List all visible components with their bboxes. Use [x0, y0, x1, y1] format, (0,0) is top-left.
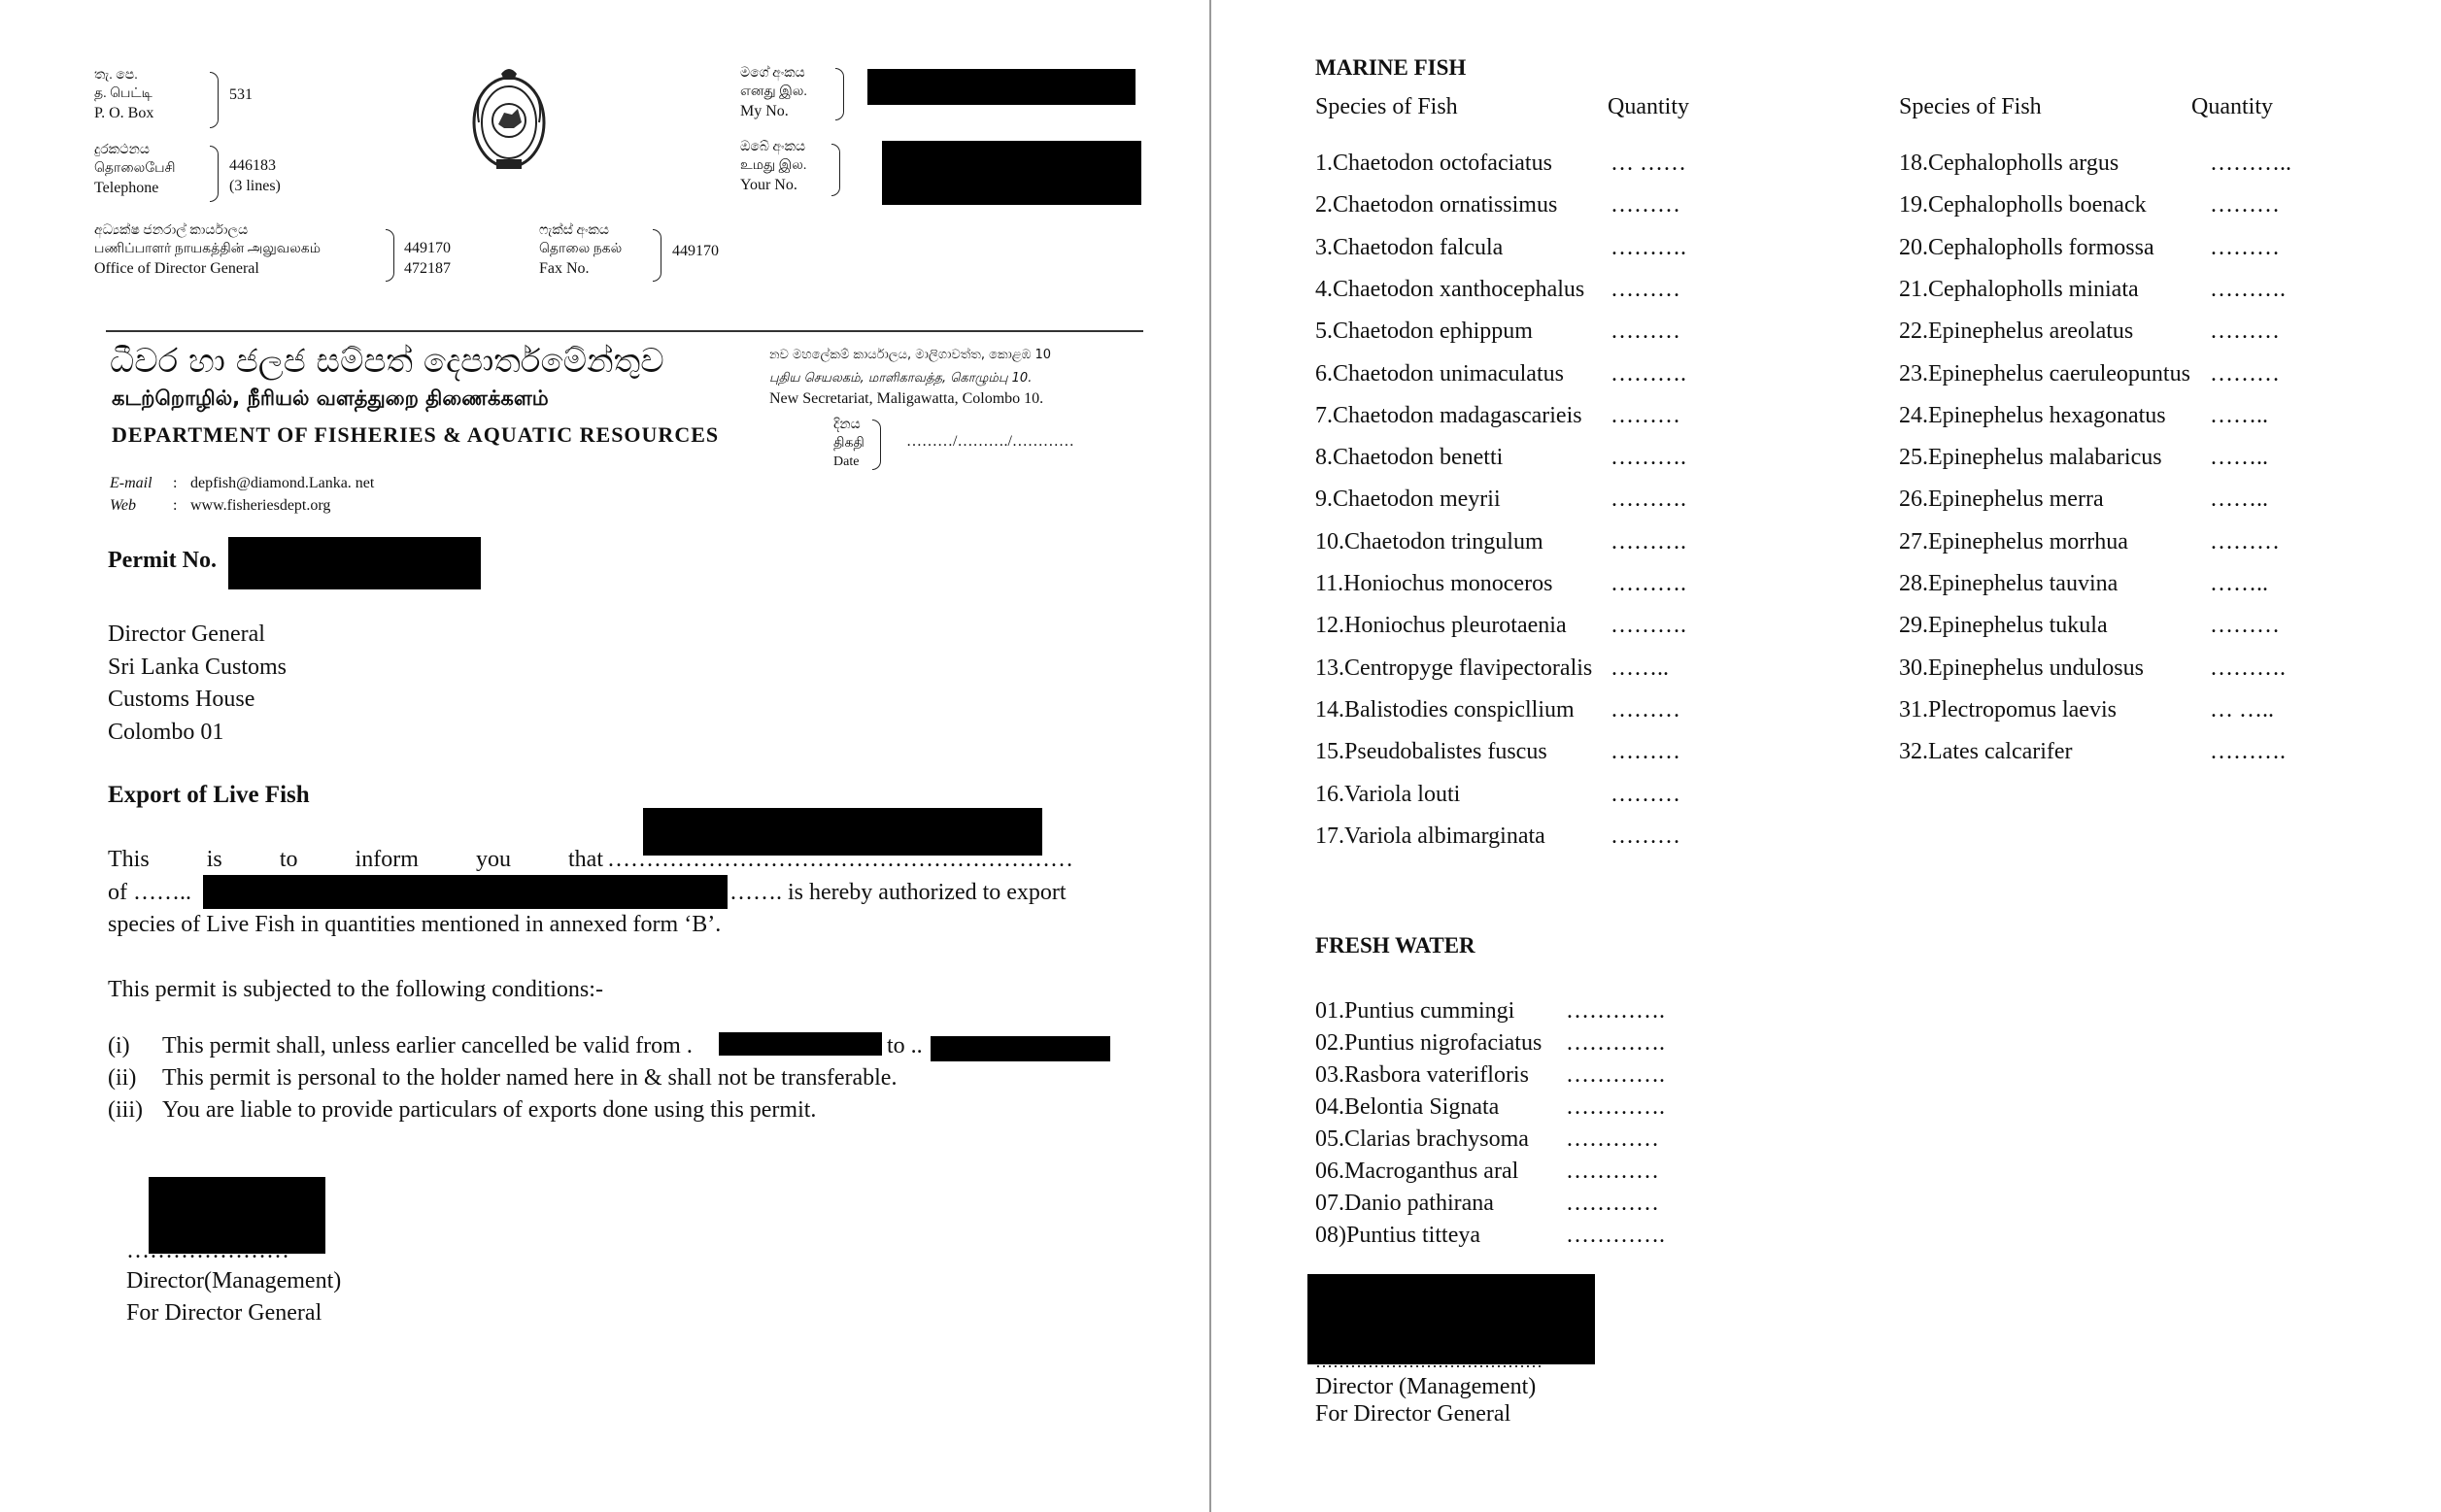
species-name: 24.Epinephelus hexagonatus [1899, 402, 2166, 428]
species-row [1315, 1189, 1659, 1218]
quantity-dots: ……… [1610, 739, 1680, 765]
species-name: 32.Lates calcarifer [1899, 739, 2073, 765]
quantity-dots: ……….. [2210, 151, 2291, 176]
condition-text: This permit is personal to the holder named here in & shall not be transferable. [162, 1065, 898, 1091]
species-name: 23.Epinephelus caeruleopuntus [1899, 360, 2190, 386]
species-name: 22.Epinephelus areolatus [1899, 319, 2134, 345]
marine-col-species-right: Species of Fish [1899, 94, 2042, 119]
species-row [1315, 485, 1686, 514]
body-word: is [206, 847, 222, 872]
quantity-dots: … …… [1610, 151, 1686, 176]
species-row [1899, 359, 2280, 388]
my-no-labels [740, 64, 807, 121]
brace [386, 229, 394, 282]
quantity-dots: ……… [1610, 192, 1680, 218]
quantity-dots: …………. [1566, 998, 1665, 1024]
quantity-dots: ………… [1566, 1159, 1659, 1184]
species-name: 19.Cephalopholls boenack [1899, 192, 2147, 218]
marine-col-quantity-left: Quantity [1608, 94, 1689, 119]
fax-value: 449170 [672, 243, 719, 259]
species-row [1315, 654, 1669, 683]
redacted-permit-no [228, 537, 481, 589]
species-name: 18.Cephalopholls argus [1899, 151, 2119, 176]
signature-dots: ………………… [126, 1238, 289, 1263]
quantity-dots: …………. [1566, 1030, 1665, 1056]
brace [835, 68, 844, 120]
office-phone-2: 472187 [404, 260, 451, 277]
species-row [1315, 822, 1680, 851]
quantity-dots: …….. [2210, 571, 2268, 596]
condition-text: You are liable to provide particulars of exports done using this permit. [162, 1097, 817, 1123]
pobox-label-ta: த. பெட்டி [94, 86, 153, 101]
species-row [1315, 695, 1680, 724]
quantity-dots: ………… [1566, 1191, 1659, 1216]
recipient-line: Sri Lanka Customs [108, 654, 287, 680]
species-row [1315, 780, 1680, 809]
species-row [1315, 569, 1686, 598]
species-row [1315, 1221, 1665, 1250]
quantity-dots: ……… [2210, 528, 2280, 554]
species-name: 06.Macroganthus aral [1315, 1159, 1519, 1184]
my-no-label-si: මගේ අංකය [740, 66, 805, 81]
species-name: 17.Variola albimarginata [1315, 823, 1545, 849]
telephone-note: (3 lines) [229, 178, 281, 194]
brace [831, 144, 840, 196]
species-name: 03.Rasbora vateriflorіs [1315, 1062, 1529, 1088]
condition-number: (i) [108, 1033, 130, 1058]
telephone-label-ta: தொலைபேசி [94, 161, 176, 176]
species-row [1899, 569, 2268, 598]
telephone-number: 446183 [229, 157, 276, 174]
email-colon: : [173, 475, 178, 491]
species-row [1315, 1125, 1659, 1154]
species-row [1315, 233, 1686, 262]
telephone-labels [94, 141, 176, 198]
brace [210, 146, 219, 202]
quantity-dots: ………. [1610, 487, 1686, 513]
your-no-label-en: Your No. [740, 177, 797, 193]
species-row [1315, 359, 1686, 388]
species-row [1899, 401, 2268, 430]
permit-label: Permit No. [108, 548, 217, 573]
redacted-address [203, 875, 728, 909]
species-row [1315, 401, 1680, 430]
marine-col-species-left: Species of Fish [1315, 94, 1458, 119]
my-no-label-ta: எனது இல. [740, 84, 807, 99]
species-name: 21.Cephalopholls miniata [1899, 276, 2139, 302]
quantity-dots: ……… [2210, 234, 2280, 260]
recipient-address [108, 619, 287, 749]
web-colon: : [173, 497, 178, 514]
office-labels [94, 221, 321, 279]
species-name: 07.Danio pathirana [1315, 1191, 1494, 1216]
species-name: 27.Epinephelus morrhua [1899, 528, 2128, 554]
species-row [1315, 317, 1680, 346]
species-row [1899, 149, 2291, 178]
redacted-valid-from [719, 1032, 882, 1056]
conditions-intro: This permit is subjected to the following conditions:- [108, 977, 603, 1002]
species-row [1899, 611, 2280, 640]
body-word: inform [355, 847, 419, 872]
species-row [1315, 190, 1680, 219]
fresh-title: FRESH WATER [1315, 933, 1475, 958]
body-line-2-start: of …….. [108, 880, 191, 905]
telephone-label-si: දුරකථනය [94, 143, 150, 157]
species-row [1315, 275, 1680, 304]
quantity-dots: ………. [1610, 571, 1686, 596]
species-name: 9.Chaetodon meyrii [1315, 487, 1501, 513]
species-name: 10.Chaetodon tringulum [1315, 528, 1543, 554]
quantity-dots: ……… [2210, 360, 2280, 386]
quantity-dots: ……… [1610, 402, 1680, 428]
species-name: 6.Chaetodon unimaculatus [1315, 360, 1564, 386]
condition-item [108, 1031, 693, 1060]
species-row [1315, 1060, 1665, 1090]
species-name: 12.Honiochus pleurotaenia [1315, 613, 1567, 639]
email-label: E-mail [110, 475, 153, 491]
recipient-line: Colombo 01 [108, 719, 224, 745]
date-label-ta: திகதி [833, 436, 865, 451]
species-name: 31.Plectropomus laevis [1899, 696, 2117, 722]
species-name: 13.Centropyge flavipectoralis [1315, 655, 1593, 681]
species-row [1899, 485, 2268, 514]
quantity-dots: …………. [1566, 1223, 1665, 1248]
marine-col-quantity-right: Quantity [2191, 94, 2273, 119]
species-row [1315, 611, 1686, 640]
quantity-dots: … ….. [2210, 696, 2274, 722]
species-row [1315, 996, 1665, 1025]
species-name: 2.Chaetodon ornatissimus [1315, 192, 1558, 218]
species-name: 05.Clarias brachysoma [1315, 1126, 1529, 1152]
signature-for: For Director General [126, 1300, 322, 1326]
telephone-label-en: Telephone [94, 180, 159, 196]
body-word: that [568, 847, 603, 872]
body-word: This [108, 847, 150, 872]
quantity-dots: …….. [2210, 402, 2268, 428]
species-name: 08)Puntius titteya [1315, 1223, 1480, 1248]
body-line-3: species of Live Fish in quantities mentioned in annexed form ‘B’. [108, 912, 722, 937]
address-si: නව මහලේකම් කාර්යාලය, මාලිගාවත්ත, කොළඹ 10 [769, 348, 1052, 362]
dept-name-si: ධීවර හා ජලජ සම්පත් දෙපාර්තමේන්තුව [110, 342, 664, 381]
species-name: 14.Balistodies conspicllium [1315, 696, 1575, 722]
species-row [1899, 527, 2280, 556]
pobox-labels [94, 66, 153, 123]
species-name: 3.Chaetodon falcula [1315, 234, 1504, 260]
date-label-en: Date [833, 454, 860, 469]
species-name: 20.Cephalopholls formossa [1899, 234, 2154, 260]
your-no-label-si: ඔබේ අංකය [740, 140, 806, 154]
signature-title: Director(Management) [126, 1268, 342, 1294]
condition-to: to .. [887, 1033, 923, 1058]
quantity-dots: ………. [1610, 234, 1686, 260]
annex-signature-dots: ………………………………… [1315, 1352, 1543, 1371]
address-ta: புதிய செயலகம், மாளிகாவத்த, கொழும்பு 10. [769, 371, 1033, 386]
body-word: to [279, 847, 298, 872]
recipient-line: Customs House [108, 687, 255, 712]
quantity-dots: ……… [2210, 192, 2280, 218]
brace [210, 72, 219, 128]
dept-name-en: DEPARTMENT OF FISHERIES & AQUATIC RESOURCES [112, 422, 720, 447]
species-name: 28.Epinephelus tauvina [1899, 571, 2119, 596]
dept-name-ta: கடற்றொழில், நீரியல் வளத்துறை திணைக்களம் [112, 386, 549, 410]
quantity-dots: ………. [1610, 360, 1686, 386]
pobox-label-si: තැ. පෙ. [94, 68, 138, 83]
quantity-dots: ……… [1610, 276, 1680, 302]
body-line-1-dots: …………………………………………………… [607, 847, 1073, 872]
species-name: 30.Epinephelus undulosus [1899, 655, 2144, 681]
web-value: www.fisheriesdept.org [190, 497, 331, 514]
species-row [1315, 737, 1680, 766]
quantity-dots: ……… [1610, 696, 1680, 722]
species-row [1899, 275, 2286, 304]
species-row [1315, 527, 1686, 556]
species-row [1315, 1092, 1665, 1122]
fax-label-en: Fax No. [539, 260, 590, 277]
quantity-dots: ………. [2210, 276, 2286, 302]
condition-number: (iii) [108, 1097, 143, 1123]
quantity-dots: ………. [1610, 613, 1686, 639]
quantity-dots: ……… [2210, 319, 2280, 345]
fax-label-ta: தொலை நகல் [539, 242, 623, 256]
quantity-dots: ………. [1610, 528, 1686, 554]
quantity-dots: …….. [2210, 445, 2268, 471]
species-name: 25.Epinephelus malabaricus [1899, 445, 2162, 471]
species-row [1315, 443, 1686, 472]
species-row [1899, 443, 2268, 472]
species-name: 04.Belontia Signata [1315, 1094, 1500, 1120]
quantity-dots: ………… [1566, 1126, 1659, 1152]
brace [872, 420, 881, 470]
redacted-valid-to [931, 1036, 1110, 1061]
date-value-dots: ………/………./………… [906, 433, 1074, 450]
quantity-dots: ………. [1610, 445, 1686, 471]
species-row [1315, 1157, 1659, 1186]
email-value: depfish@diamond.Lanka. net [190, 475, 375, 491]
body-line-1-words [108, 845, 603, 874]
office-values [404, 238, 451, 279]
your-no-labels [740, 138, 806, 195]
pobox-value: 531 [229, 86, 253, 103]
condition-item [108, 1095, 816, 1125]
subject-heading: Export of Live Fish [108, 782, 310, 808]
office-phone-1: 449170 [404, 240, 451, 256]
species-name: 1.Chaetodon octofaciatus [1315, 151, 1552, 176]
species-name: 7.Chaetodon madagascarieis [1315, 402, 1582, 428]
species-name: 01.Puntius cummingi [1315, 998, 1515, 1024]
your-no-label-ta: உமது இல. [740, 158, 807, 173]
condition-text: This permit shall, unless earlier cancelled be valid from . [162, 1033, 693, 1058]
office-label-si: අධ්‍යක්ෂ ජනරාල් කාර්යාලය [94, 223, 249, 238]
species-row [1899, 654, 2286, 683]
species-row [1899, 233, 2280, 262]
species-row [1899, 317, 2280, 346]
species-name: 8.Chaetodon benetti [1315, 445, 1504, 471]
quantity-dots: ……… [2210, 613, 2280, 639]
quantity-dots: ……… [1610, 319, 1680, 345]
body-word: you [475, 847, 511, 872]
redacted-my-no [867, 69, 1136, 105]
body-line-2-end: ……. is hereby authorized to export [729, 880, 1067, 905]
sri-lanka-emblem-icon [469, 64, 549, 177]
species-name: 16.Variola louti [1315, 781, 1461, 807]
species-name: 11.Honiochus monoceros [1315, 571, 1553, 596]
address-en: New Secretariat, Maligawatta, Colombo 10. [769, 390, 1044, 407]
fax-labels [539, 221, 622, 279]
web-label: Web [110, 497, 136, 514]
header-divider [106, 330, 1143, 332]
species-row [1315, 149, 1686, 178]
pobox-label-en: P. O. Box [94, 105, 154, 121]
telephone-value [229, 155, 281, 196]
species-row [1899, 695, 2274, 724]
fax-label-si: ෆැක්ස් අංකය [539, 223, 609, 238]
date-labels [833, 416, 865, 471]
species-row [1315, 1028, 1665, 1058]
species-name: 5.Chaetodon ephippum [1315, 319, 1533, 345]
quantity-dots: ………. [2210, 739, 2286, 765]
office-label-ta: பணிப்பாளர் நாயகத்தின் அலுவலகம் [94, 242, 321, 256]
species-name: 02.Puntius nigrofaciatus [1315, 1030, 1543, 1056]
condition-item [108, 1063, 897, 1092]
species-row [1899, 190, 2280, 219]
page-divider [1209, 0, 1211, 1512]
redacted-your-no [882, 141, 1141, 205]
quantity-dots: …………. [1566, 1094, 1665, 1120]
quantity-dots: …….. [1610, 655, 1669, 681]
quantity-dots: ……… [1610, 823, 1680, 849]
condition-number: (ii) [108, 1065, 137, 1091]
recipient-line: Director General [108, 622, 265, 647]
marine-title: MARINE FISH [1315, 55, 1467, 80]
annex-signature-for: For Director General [1315, 1401, 1511, 1427]
office-label-en: Office of Director General [94, 260, 259, 277]
annex-signature-title: Director (Management) [1315, 1374, 1537, 1399]
species-name: 29.Epinephelus tukula [1899, 613, 2108, 639]
quantity-dots: ……… [1610, 781, 1680, 807]
date-label-si: දිනය [833, 418, 861, 432]
quantity-dots: ………. [2210, 655, 2286, 681]
quantity-dots: …………. [1566, 1062, 1665, 1088]
brace [653, 229, 661, 282]
quantity-dots: …….. [2210, 487, 2268, 513]
my-no-label-en: My No. [740, 103, 789, 119]
species-row [1899, 737, 2286, 766]
species-name: 4.Chaetodon xanthocephalus [1315, 276, 1585, 302]
species-name: 15.Pseudobalistes fuscus [1315, 739, 1547, 765]
species-name: 26.Epinephelus merra [1899, 487, 2104, 513]
